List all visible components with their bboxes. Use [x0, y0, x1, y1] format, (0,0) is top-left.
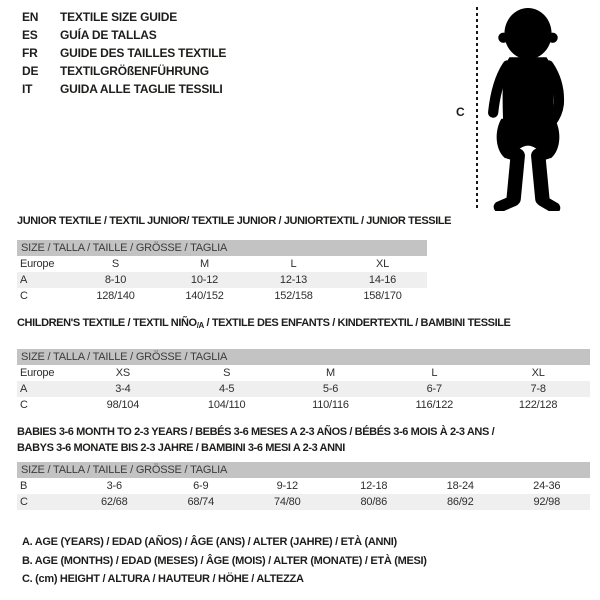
table-row: [17, 397, 590, 413]
size-header-row: [17, 462, 590, 478]
size-cell: XS: [115, 367, 131, 379]
size-cell: 62/68: [71, 494, 158, 510]
size-cell: 158/170: [363, 290, 402, 302]
size-cell: 92/98: [504, 494, 591, 510]
size-cell: M: [326, 367, 335, 379]
size-cell: 140/152: [185, 290, 224, 302]
size-header-row: [17, 349, 590, 365]
row-label: C: [20, 399, 28, 411]
size-cell: 4-5: [175, 381, 279, 397]
size-cell: 98/104: [106, 399, 140, 411]
size-cell: 122/128: [518, 399, 558, 411]
height-marker-label: C: [456, 105, 465, 119]
size-cell: L: [290, 258, 297, 270]
table-row: [17, 288, 427, 304]
size-cell: M: [200, 258, 209, 270]
size-cell: 3-6: [106, 480, 122, 492]
title-subscript: /A: [196, 321, 204, 330]
row-label: B: [20, 480, 28, 492]
size-header-band: SIZE / TALLA / TAILLE / GRÖSSE / TAGLIA: [17, 240, 427, 256]
size-cell: 104/110: [207, 399, 246, 411]
size-cell: 68/74: [158, 494, 245, 510]
size-cell: 18-24: [446, 480, 474, 492]
size-cell: 12-18: [360, 480, 388, 492]
size-cell: 9-12: [276, 480, 298, 492]
size-header-band: SIZE / TALLA / TAILLE / GRÖSSE / TAGLIA: [17, 462, 590, 478]
size-cell: 5-6: [279, 381, 383, 397]
size-cell: 10-12: [160, 272, 249, 288]
language-row-fr: [22, 44, 226, 62]
size-cell: S: [223, 367, 231, 379]
footnote-b: B. AGE (MONTHS) / EDAD (MESES) / ÂGE (MOIS) / ALTER (MONATE) / ETÀ (MESI): [22, 554, 427, 567]
language-code: EN: [22, 10, 39, 24]
height-measure-figure: [450, 3, 582, 215]
language-header: [22, 8, 226, 98]
section-title: JUNIOR TEXTILE / TEXTIL JUNIOR/ TEXTILE JUNIOR / JUNIORTEXTIL / JUNIOR TESSILE: [17, 215, 452, 227]
size-cell: 24-36: [533, 480, 561, 492]
section-junior-textile: [17, 214, 452, 304]
language-code: ES: [22, 28, 38, 42]
table-row: [17, 494, 590, 510]
size-cell: XL: [375, 258, 390, 270]
junior-size-table: [17, 240, 427, 304]
table-row: [17, 478, 590, 494]
size-cell: 152/158: [274, 290, 313, 302]
row-label: A: [17, 381, 71, 397]
language-title: GUÍA DE TALLAS: [60, 28, 157, 42]
size-cell: 12-13: [249, 272, 338, 288]
section-title: [17, 316, 590, 333]
footnote-a: A. AGE (YEARS) / EDAD (AÑOS) / ÂGE (ANS) / ALTER (JAHRE) / ETÀ (ANNI): [22, 536, 397, 548]
height-dashed-line: [476, 7, 478, 209]
size-cell: 6-9: [193, 480, 209, 492]
language-title: GUIDE DES TAILLES TEXTILE: [60, 46, 227, 60]
language-code: IT: [22, 82, 33, 96]
baby-silhouette-icon: [487, 6, 569, 211]
size-cell: 110/116: [312, 399, 349, 411]
children-size-table: [17, 349, 590, 413]
footnote-c: C. (cm) HEIGHT / ALTURA / HAUTEUR / HÖHE / ALTEZZA: [22, 573, 304, 585]
language-title: TEXTILGRÖßENFÜHRUNG: [60, 64, 209, 78]
language-row-es: [22, 26, 226, 44]
size-cell: 128/140: [96, 290, 135, 302]
row-label: Europe: [20, 258, 55, 270]
language-code: DE: [22, 64, 39, 78]
row-label: A: [17, 272, 71, 288]
title-text: / TEXTILE DES ENFANTS / KINDERTEXTIL / BAMBINI TESSILE: [203, 317, 511, 329]
size-header-band: SIZE / TALLA / TAILLE / GRÖSSE / TAGLIA: [17, 349, 590, 365]
size-cell: 3-4: [71, 381, 175, 397]
language-title: GUIDA ALLE TAGLIE TESSILI: [60, 82, 223, 96]
table-row: [17, 256, 427, 272]
size-cell: 8-10: [71, 272, 160, 288]
size-cell: S: [111, 258, 120, 270]
size-cell: 116/122: [415, 399, 454, 411]
size-cell: 74/80: [244, 494, 331, 510]
section-babies-textile: [17, 424, 590, 510]
language-title: TEXTILE SIZE GUIDE: [60, 10, 178, 24]
section-childrens-textile: [17, 316, 590, 413]
title-line-2: BABYS 3-6 MONATE BIS 2-3 JAHRE / BAMBINI 3-6 MESI A 2-3 ANNI: [17, 442, 345, 454]
size-cell: L: [431, 367, 438, 379]
language-code: FR: [22, 46, 38, 60]
footnotes: [22, 533, 427, 589]
row-label: Europe: [20, 367, 55, 379]
title-text: CHILDREN'S TEXTILE / TEXTIL NIÑO: [17, 317, 197, 329]
size-header-row: [17, 240, 427, 256]
size-cell: 86/92: [417, 494, 504, 510]
language-row-it: [22, 80, 226, 98]
row-label: C: [20, 290, 28, 302]
table-row: [17, 365, 590, 381]
size-cell: 80/86: [331, 494, 418, 510]
size-cell: 7-8: [486, 381, 590, 397]
table-row: [17, 272, 427, 288]
size-cell: 14-16: [338, 272, 427, 288]
size-cell: XL: [531, 367, 545, 379]
language-row-en: [22, 8, 226, 26]
row-label: C: [17, 494, 71, 510]
babies-size-table: [17, 462, 590, 510]
language-row-de: [22, 62, 226, 80]
size-cell: 6-7: [382, 381, 486, 397]
section-title: [17, 424, 590, 456]
table-row: [17, 381, 590, 397]
title-line-1: BABIES 3-6 MONTH TO 2-3 YEARS / BEBÉS 3-6 MESES A 2-3 AÑOS / BÉBÉS 3-6 MOIS À 2-3 ANS /: [17, 426, 495, 438]
